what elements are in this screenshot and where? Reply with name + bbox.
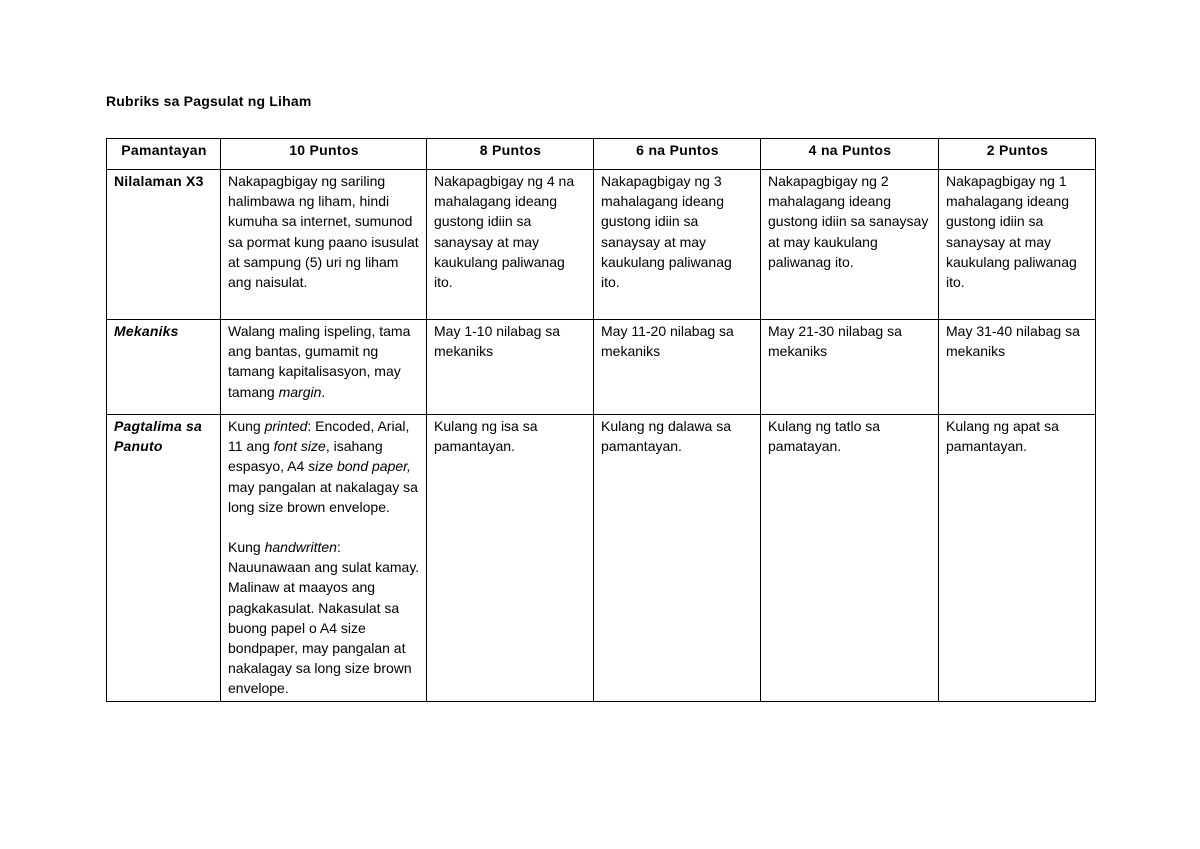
cell-nilalaman-6: Nakapagbigay ng 3 mahalagang ideang gustong idiin sa sanaysay at may kaukulang paliwanag ito.	[594, 170, 761, 320]
table-row	[107, 320, 1096, 415]
cell-text: .	[321, 383, 326, 400]
cell-mekaniks-10	[221, 320, 427, 415]
cell-italic-text: margin	[278, 383, 322, 400]
cell-mekaniks-2: May 31-40 nilabag sa mekaniks	[939, 320, 1096, 415]
header-6-puntos: 6 na Puntos	[594, 139, 761, 170]
cell-italic-text: font size	[273, 438, 326, 455]
criterion-mekaniks: Mekaniks	[107, 320, 221, 415]
header-4-puntos: 4 na Puntos	[761, 139, 939, 170]
cell-mekaniks-4: May 21-30 nilabag sa mekaniks	[761, 320, 939, 415]
cell-text: : Nauunawaan ang sulat kamay. Malinaw at maayos ang pagkakasulat. Nakasulat sa buong papel o A4 size bondpaper, may pangalan at nakalagay sa long size brown envelope.	[228, 539, 420, 697]
cell-italic-text: printed	[264, 418, 308, 434]
header-8-puntos: 8 Puntos	[427, 139, 594, 170]
cell-pagtalima-6: Kulang ng dalawa sa pamantayan.	[594, 415, 761, 702]
header-10-puntos: 10 Puntos	[221, 139, 427, 170]
table-row	[107, 415, 1096, 702]
cell-pagtalima-4: Kulang ng tatlo sa pamatayan.	[761, 415, 939, 702]
cell-text: may pangalan at nakalagay sa long size brown envelope.	[228, 478, 418, 515]
cell-nilalaman-8: Nakapagbigay ng 4 na mahalagang ideang gustong idiin sa sanaysay at may kaukulang paliwanag ito.	[427, 170, 594, 320]
table-row	[107, 170, 1096, 320]
criterion-pagtalima: Pagtalima sa Panuto	[107, 415, 221, 702]
cell-text: , isahang espasyo, A4	[228, 438, 383, 475]
cell-italic-text: size bond paper,	[308, 458, 411, 475]
cell-pagtalima-2: Kulang ng apat sa pamantayan.	[939, 415, 1096, 702]
header-pamantayan: Pamantayan	[107, 139, 221, 170]
cell-pagtalima-8: Kulang ng isa sa pamantayan.	[427, 415, 594, 702]
cell-pagtalima-10	[221, 415, 427, 702]
criterion-nilalaman: Nilalaman X3	[107, 170, 221, 320]
document-title: Rubriks sa Pagsulat ng Liham	[106, 93, 312, 109]
cell-nilalaman-2: Nakapagbigay ng 1 mahalagang ideang gustong idiin sa sanaysay at may kaukulang paliwanag ito.	[939, 170, 1096, 320]
cell-nilalaman-4: Nakapagbigay ng 2 mahalagang ideang gustong idiin sa sanaysay at may kaukulang paliwanag ito.	[761, 170, 939, 320]
paragraph-gap	[228, 517, 420, 537]
cell-mekaniks-8: May 1-10 nilabag sa mekaniks	[427, 320, 594, 415]
header-2-puntos: 2 Puntos	[939, 139, 1096, 170]
cell-text: Kung	[228, 418, 265, 434]
cell-text: Walang maling ispeling, tama ang bantas, gumamit ng tamang kapitalisasyon, may tamang	[228, 323, 411, 400]
rubric-table	[106, 138, 1096, 702]
cell-text: Kung	[228, 539, 265, 556]
cell-text: : Encoded, Arial, 11 ang	[228, 418, 410, 455]
cell-italic-text: handwritten	[264, 539, 337, 556]
cell-mekaniks-6: May 11-20 nilabag sa mekaniks	[594, 320, 761, 415]
header-row	[107, 139, 1096, 170]
cell-nilalaman-10: Nakapagbigay ng sariling halimbawa ng liham, hindi kumuha sa internet, sumunod sa pormat kung paano isusulat at sampung (5) uri ng liham ang naisulat.	[221, 170, 427, 320]
